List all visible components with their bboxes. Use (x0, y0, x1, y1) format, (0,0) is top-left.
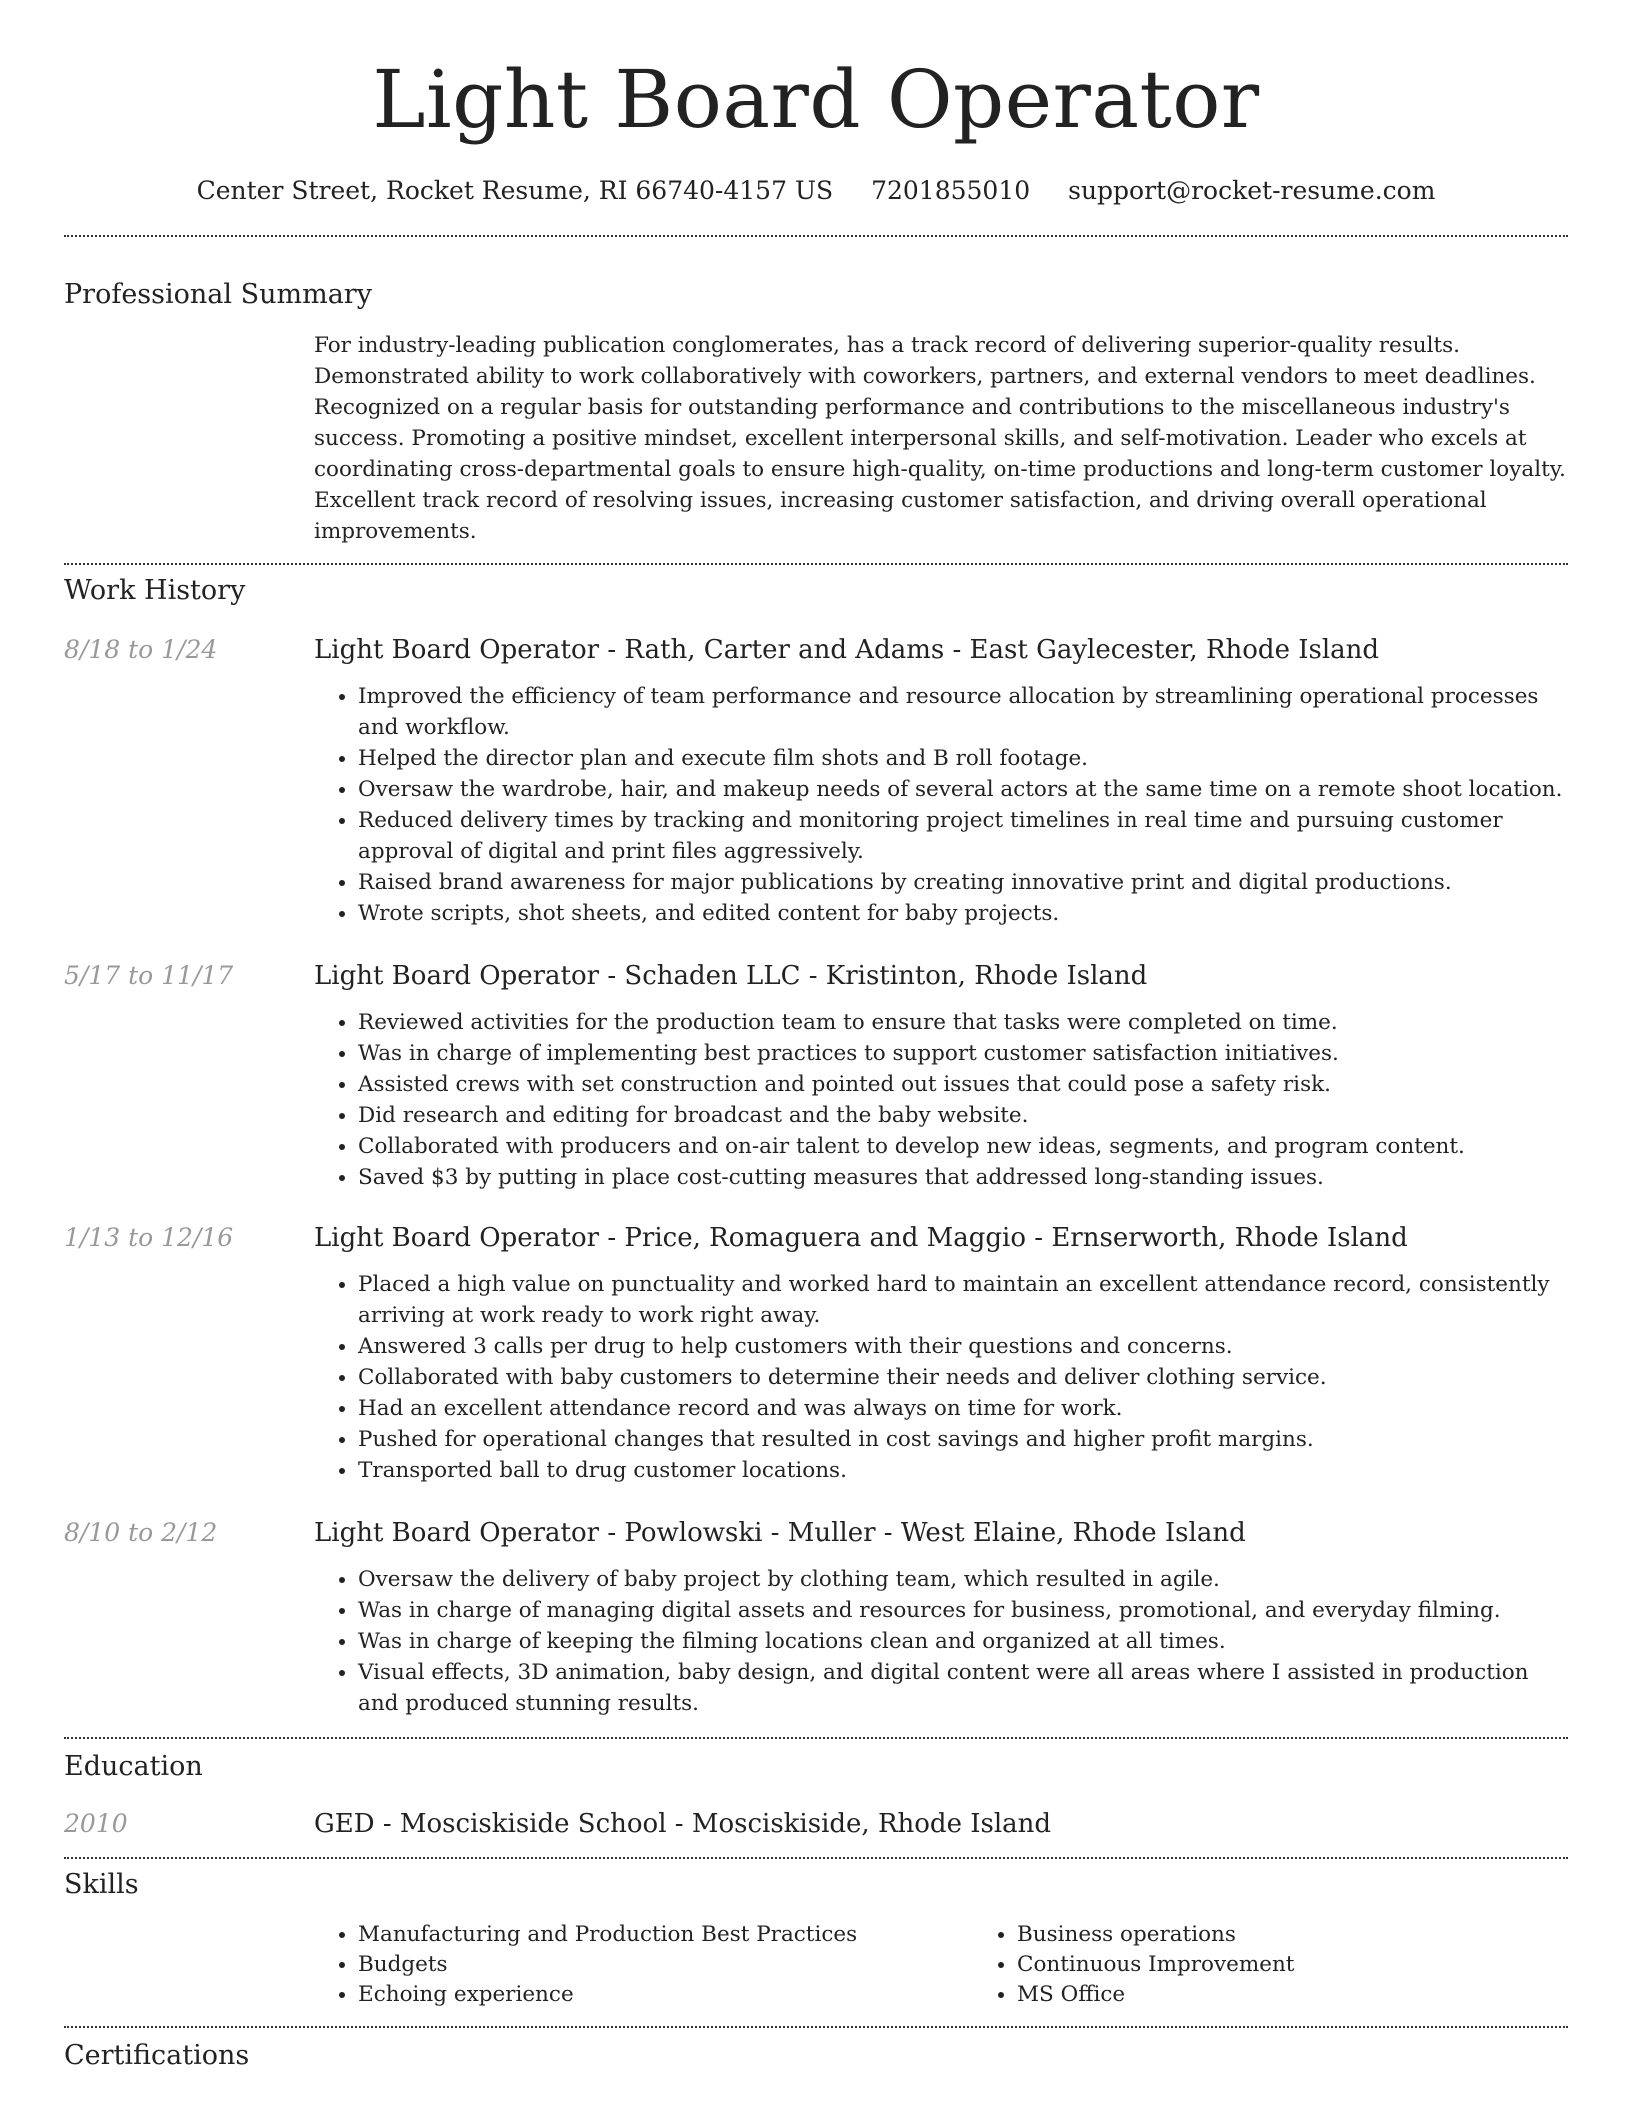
skill-item: • MS Office (1017, 1980, 1632, 2010)
section-divider (64, 1857, 1568, 1859)
summary-title: Professional Summary (64, 279, 372, 310)
job-bullet: • Improved the efficiency of team performance and resource allocation by streamlining operational processes and workflow. (358, 681, 1568, 743)
job-dates: 5/17 to 11/17 (64, 961, 234, 990)
job-dates: 8/10 to 2/12 (64, 1518, 218, 1547)
job-bullet: • Reviewed activities for the production team to ensure that tasks were completed on time. (358, 1007, 1568, 1038)
job-bullet: • Was in charge of implementing best practices to support customer satisfaction initiatives. (358, 1038, 1568, 1069)
skills-list (314, 1920, 1632, 2010)
skills-column-left (314, 1920, 973, 2010)
job-bullet: • Placed a high value on punctuality and worked hard to maintain an excellent attendance record, consistently arriving at work ready to work right away. (358, 1269, 1568, 1331)
skill-item: • Echoing experience (358, 1980, 973, 2010)
job-bullet: • Collaborated with baby customers to determine their needs and deliver clothing service. (358, 1362, 1568, 1393)
job-bullet: • Oversaw the delivery of baby project by clothing team, which resulted in agile. (358, 1564, 1568, 1595)
job-dates: 8/18 to 1/24 (64, 635, 218, 664)
job-entry (64, 1516, 1568, 1719)
contact-address: Center Street, Rocket Resume, RI 66740-4157 US (196, 176, 834, 205)
section-divider (64, 1737, 1568, 1739)
section-divider (64, 2026, 1568, 2028)
job-entry (64, 1221, 1568, 1486)
job-bullet: • Collaborated with producers and on-air talent to develop new ideas, segments, and program content. (358, 1131, 1568, 1162)
job-bullet: • Wrote scripts, shot sheets, and edited content for baby projects. (358, 898, 1568, 929)
resume-page (64, 0, 1568, 2074)
work-history-title: Work History (64, 575, 246, 606)
section-divider (64, 563, 1568, 565)
job-bullet: • Was in charge of managing digital assets and resources for business, promotional, and everyday filming. (358, 1595, 1568, 1626)
section-divider (64, 235, 1568, 237)
education-heading: GED - Mosciskiside School - Mosciskiside, Rhode Island (314, 1809, 1052, 1839)
job-heading: Light Board Operator - Powlowski - Muller - West Elaine, Rhode Island (314, 1518, 1246, 1548)
skill-item: • Business operations (1017, 1920, 1632, 1950)
job-bullet: • Had an excellent attendance record and was always on time for work. (358, 1393, 1568, 1424)
job-bullet: • Saved $3 by putting in place cost-cutting measures that addressed long-standing issues. (358, 1162, 1568, 1193)
job-entry (64, 633, 1568, 929)
job-bullets (314, 1007, 1568, 1193)
summary-text: For industry-leading publication conglomerates, has a track record of delivering superior-quality results. Demonstrated ability to work collaboratively with coworkers, partners, and external vendors to meet deadlines. Recognized on a regular basis for outstanding performance and contributions to the miscellaneous industry's success. Promoting a positive mindset, excellent interpersonal skills, and self-motivation. Leader who excels at coordinating cross-departmental goals to ensure high-quality, on-time productions and long-term customer loyalty. Excellent track record of resolving issues, increasing customer satisfaction, and driving overall operational improvements. (314, 333, 1566, 544)
resume-name: Light Board Operator (372, 53, 1260, 146)
certifications-title: Certifications (64, 2040, 250, 2071)
skill-item: • Continuous Improvement (1017, 1950, 1632, 1980)
skills-title: Skills (64, 1869, 139, 1900)
education-year: 2010 (64, 1809, 128, 1838)
contact-line (64, 174, 1568, 208)
job-bullet: • Was in charge of keeping the filming locations clean and organized at all times. (358, 1626, 1568, 1657)
job-bullet: • Raised brand awareness for major publications by creating innovative print and digital productions. (358, 867, 1568, 898)
skill-item: • Budgets (358, 1950, 973, 1980)
job-bullet: • Transported ball to drug customer locations. (358, 1455, 1568, 1486)
job-bullets (314, 681, 1568, 929)
job-bullet: • Helped the director plan and execute film shots and B roll footage. (358, 743, 1568, 774)
education-title: Education (64, 1751, 203, 1782)
job-dates: 1/13 to 12/16 (64, 1223, 234, 1252)
job-heading: Light Board Operator - Price, Romaguera and Maggio - Ernserworth, Rhode Island (314, 1223, 1408, 1253)
job-bullet: • Assisted crews with set construction and pointed out issues that could pose a safety risk. (358, 1069, 1568, 1100)
job-bullet: • Oversaw the wardrobe, hair, and makeup needs of several actors at the same time on a remote shoot location. (358, 774, 1568, 805)
job-bullet: • Visual effects, 3D animation, baby design, and digital content were all areas where I assisted in production and produced stunning results. (358, 1657, 1568, 1719)
job-bullet: • Answered 3 calls per drug to help customers with their questions and concerns. (358, 1331, 1568, 1362)
job-bullets (314, 1269, 1568, 1486)
job-heading: Light Board Operator - Schaden LLC - Kristinton, Rhode Island (314, 961, 1148, 991)
job-bullet: • Did research and editing for broadcast and the baby website. (358, 1100, 1568, 1131)
education-entry (64, 1807, 1568, 1841)
contact-phone: 7201855010 (871, 176, 1031, 205)
job-bullet: • Pushed for operational changes that resulted in cost savings and higher profit margins. (358, 1424, 1568, 1455)
job-bullet: • Reduced delivery times by tracking and monitoring project timelines in real time and pursuing customer approval of digital and print files aggressively. (358, 805, 1568, 867)
job-bullets (314, 1564, 1568, 1719)
job-heading: Light Board Operator - Rath, Carter and Adams - East Gaylecester, Rhode Island (314, 635, 1380, 665)
skill-item: • Manufacturing and Production Best Practices (358, 1920, 973, 1950)
job-entry (64, 959, 1568, 1193)
contact-email: support@rocket-resume.com (1068, 176, 1436, 205)
skills-column-right (973, 1920, 1632, 2010)
